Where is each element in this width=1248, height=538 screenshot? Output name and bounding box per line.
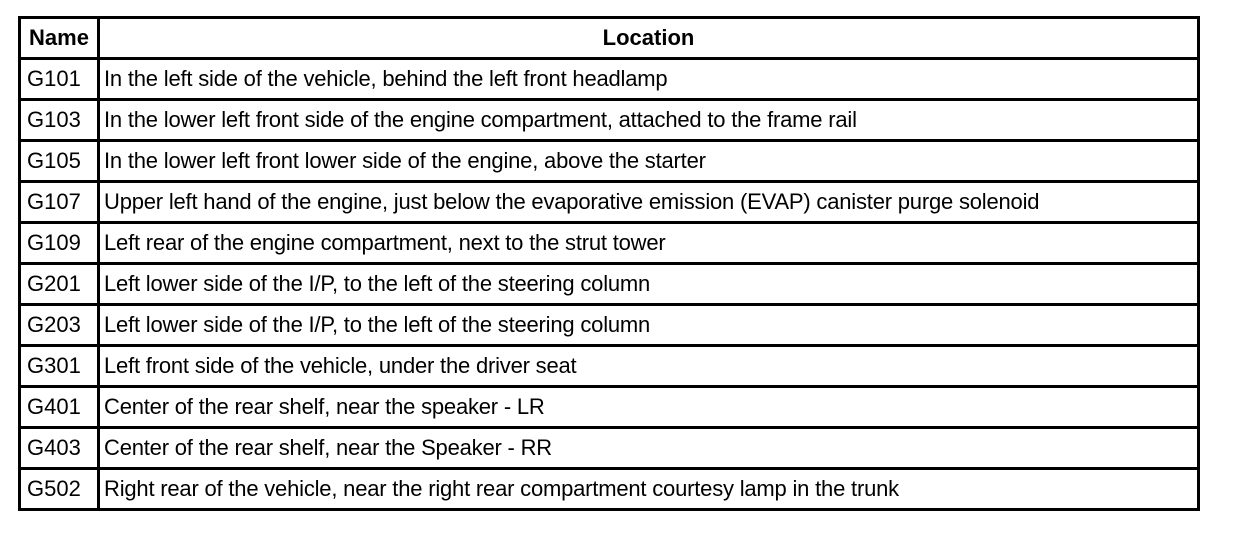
ground-name-cell: G105 (21, 142, 100, 183)
ground-location-cell: Center of the rear shelf, near the Speaker - RR (100, 429, 1197, 470)
ground-location-cell: Right rear of the vehicle, near the right rear compartment courtesy lamp in the trunk (104, 476, 899, 501)
ground-name-cell: G101 (21, 60, 100, 101)
ground-locations-table-frame (18, 16, 1200, 511)
table-row (21, 265, 1197, 306)
ground-name-cell: G203 (21, 306, 100, 347)
ground-location-cell: Upper left hand of the engine, just below the evaporative emission (EVAP) canister purge solenoid (100, 183, 1197, 224)
table-row (21, 470, 1197, 508)
ground-name-cell: G107 (21, 183, 100, 224)
table-row (21, 224, 1197, 265)
table-row (21, 347, 1197, 388)
ground-location-cell: Left rear of the engine compartment, next to the strut tower (100, 224, 1197, 265)
location-column-header: Location (100, 19, 1197, 60)
table-row (21, 183, 1197, 224)
ground-location-cell: Left lower side of the I/P, to the left of the steering column (100, 306, 1197, 347)
ground-location-cell: In the lower left front side of the engine compartment, attached to the frame rail (100, 101, 1197, 142)
ground-locations-table (21, 19, 1197, 508)
ground-name-cell: G401 (21, 388, 100, 429)
name-column-header: Name (21, 19, 100, 60)
ground-location-cell: Left lower side of the I/P, to the left of the steering column (100, 265, 1197, 306)
table-row (21, 142, 1197, 183)
ground-name-cell: G201 (21, 265, 100, 306)
ground-location-cell: In the left side of the vehicle, behind the left front headlamp (100, 60, 1197, 101)
table-row (21, 388, 1197, 429)
ground-name-cell: G103 (21, 101, 100, 142)
ground-location-cell: In the lower left front lower side of the engine, above the starter (100, 142, 1197, 183)
ground-location-cell: Center of the rear shelf, near the speaker - LR (100, 388, 1197, 429)
table-body (21, 60, 1197, 508)
table-row (21, 429, 1197, 470)
ground-name-cell: G403 (21, 429, 100, 470)
ground-name-cell: G301 (21, 347, 100, 388)
table-row (21, 101, 1197, 142)
ground-name-cell: G502 (21, 470, 100, 508)
table-header-row (21, 19, 1197, 60)
ground-name-cell: G109 (21, 224, 100, 265)
table-row (21, 306, 1197, 347)
table-row (21, 60, 1197, 101)
ground-location-cell: Left front side of the vehicle, under the driver seat (100, 347, 1197, 388)
